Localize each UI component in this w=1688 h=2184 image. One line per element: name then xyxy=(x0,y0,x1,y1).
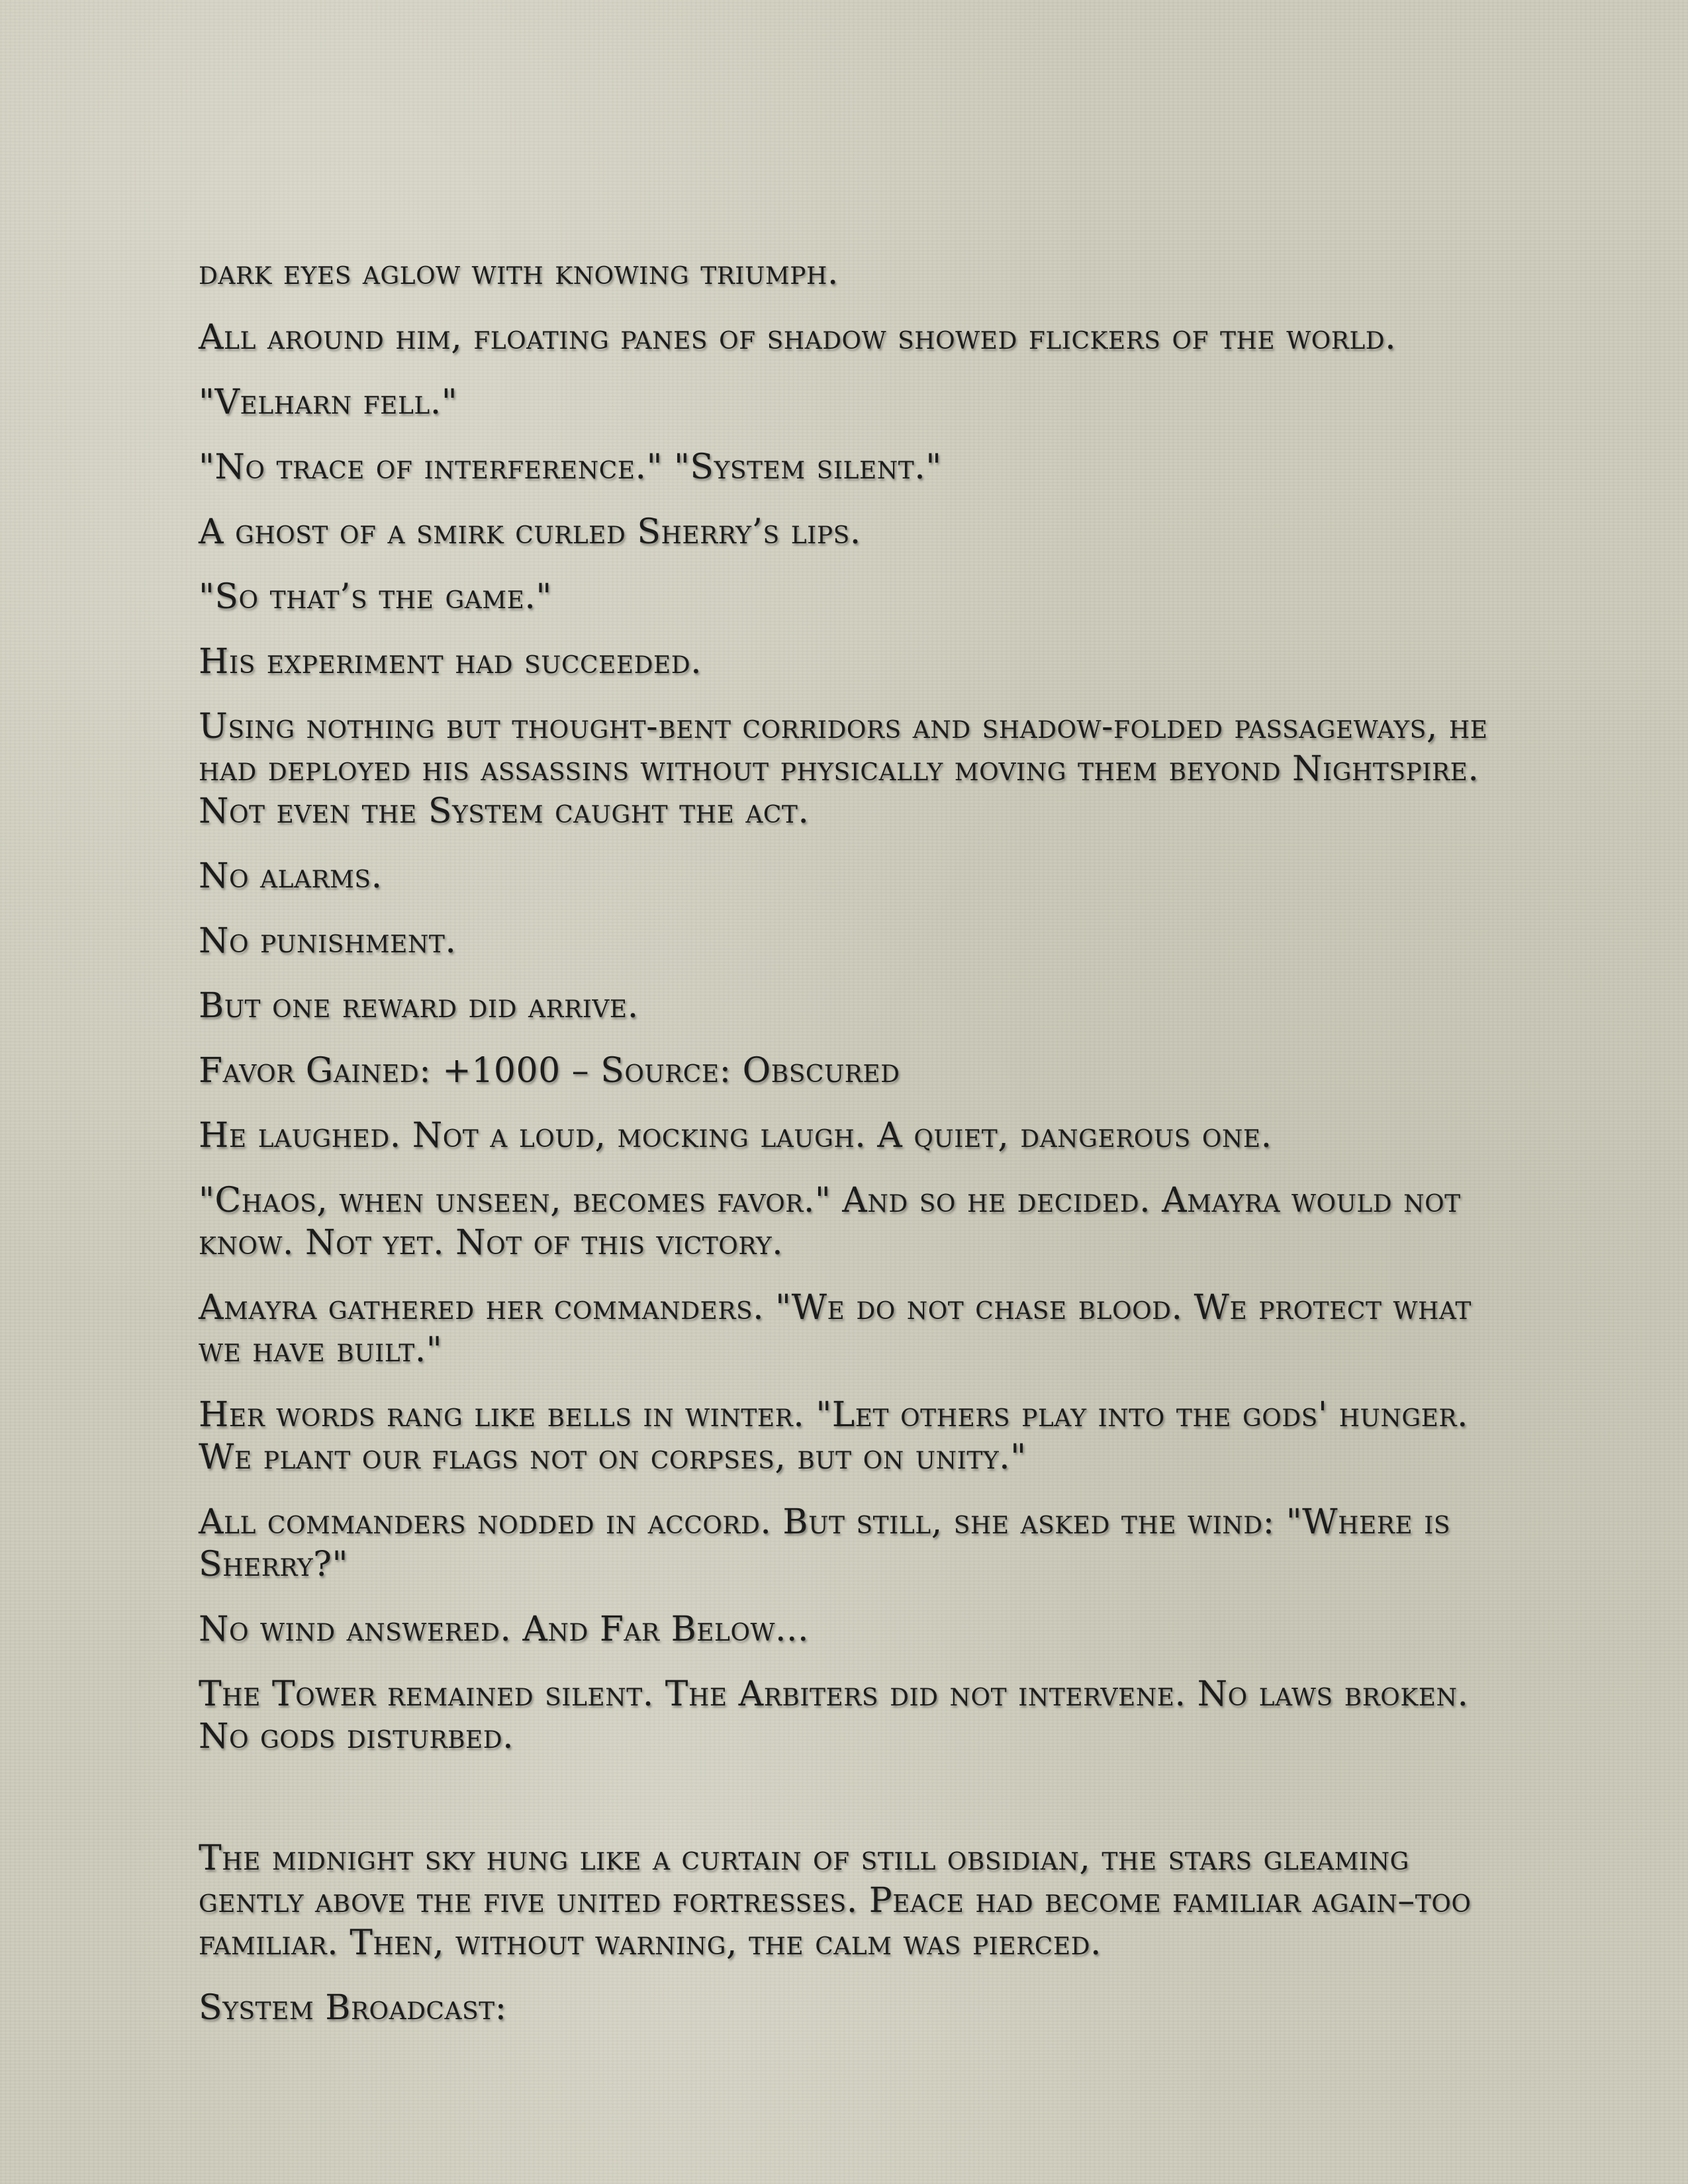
paragraph: His experiment had succeeded. xyxy=(199,642,702,682)
paragraph: "So that’s the game." xyxy=(199,577,552,617)
paragraph: "Chaos, when unseen, becomes favor." And so he decided. Amayra would not know. Not yet. Not of this victory. xyxy=(199,1181,1461,1263)
paragraph: No punishment. xyxy=(199,921,457,961)
paragraph: The Tower remained silent. The Arbiters did not intervene. No laws broken. No gods disturbed. xyxy=(199,1674,1469,1756)
paragraph: All around him, floating panes of shadow showed flickers of the world. xyxy=(199,318,1397,357)
paragraph: Amayra gathered her commanders. "We do not chase blood. We protect what we have built." xyxy=(199,1288,1472,1370)
paragraph: A ghost of a smirk curled Sherry’s lips. xyxy=(199,512,861,552)
paragraph: No wind answered. And Far Below... xyxy=(199,1610,810,1649)
paragraph: But one reward did arrive. xyxy=(199,986,639,1026)
paragraph: Using nothing but thought-bent corridors and shadow-folded passageways, he had deployed his assassins without physically moving them beyond Nightspire. Not even the System caught the act. xyxy=(199,707,1488,831)
paragraph: System Broadcast: xyxy=(199,1988,507,2028)
system-notification-line: Favor Gained: +1000 – Source: Obscured xyxy=(199,1051,900,1091)
paragraph: "Velharn fell." xyxy=(199,383,458,422)
paragraph: "No trace of interference." "System silent." xyxy=(199,447,942,487)
paragraph: The midnight sky hung like a curtain of still obsidian, the stars gleaming gently above the five united fortresses. Peace had become familiar again–too familiar. Then, without warning, the calm was pierced. xyxy=(199,1839,1472,1963)
paragraph: Her words rang like bells in winter. "Let others play into the gods' hunger. We plant our flags not on corpses, but on unity." xyxy=(199,1395,1469,1477)
paragraph: He laughed. Not a loud, mocking laugh. A quiet, dangerous one. xyxy=(199,1116,1272,1156)
paragraph: All commanders nodded in accord. But still, she asked the wind: "Where is Sherry?" xyxy=(199,1502,1451,1584)
document-page xyxy=(199,251,1496,2052)
paragraph: dark eyes aglow with knowing triumph. xyxy=(199,253,839,293)
paragraph: No alarms. xyxy=(199,856,383,896)
